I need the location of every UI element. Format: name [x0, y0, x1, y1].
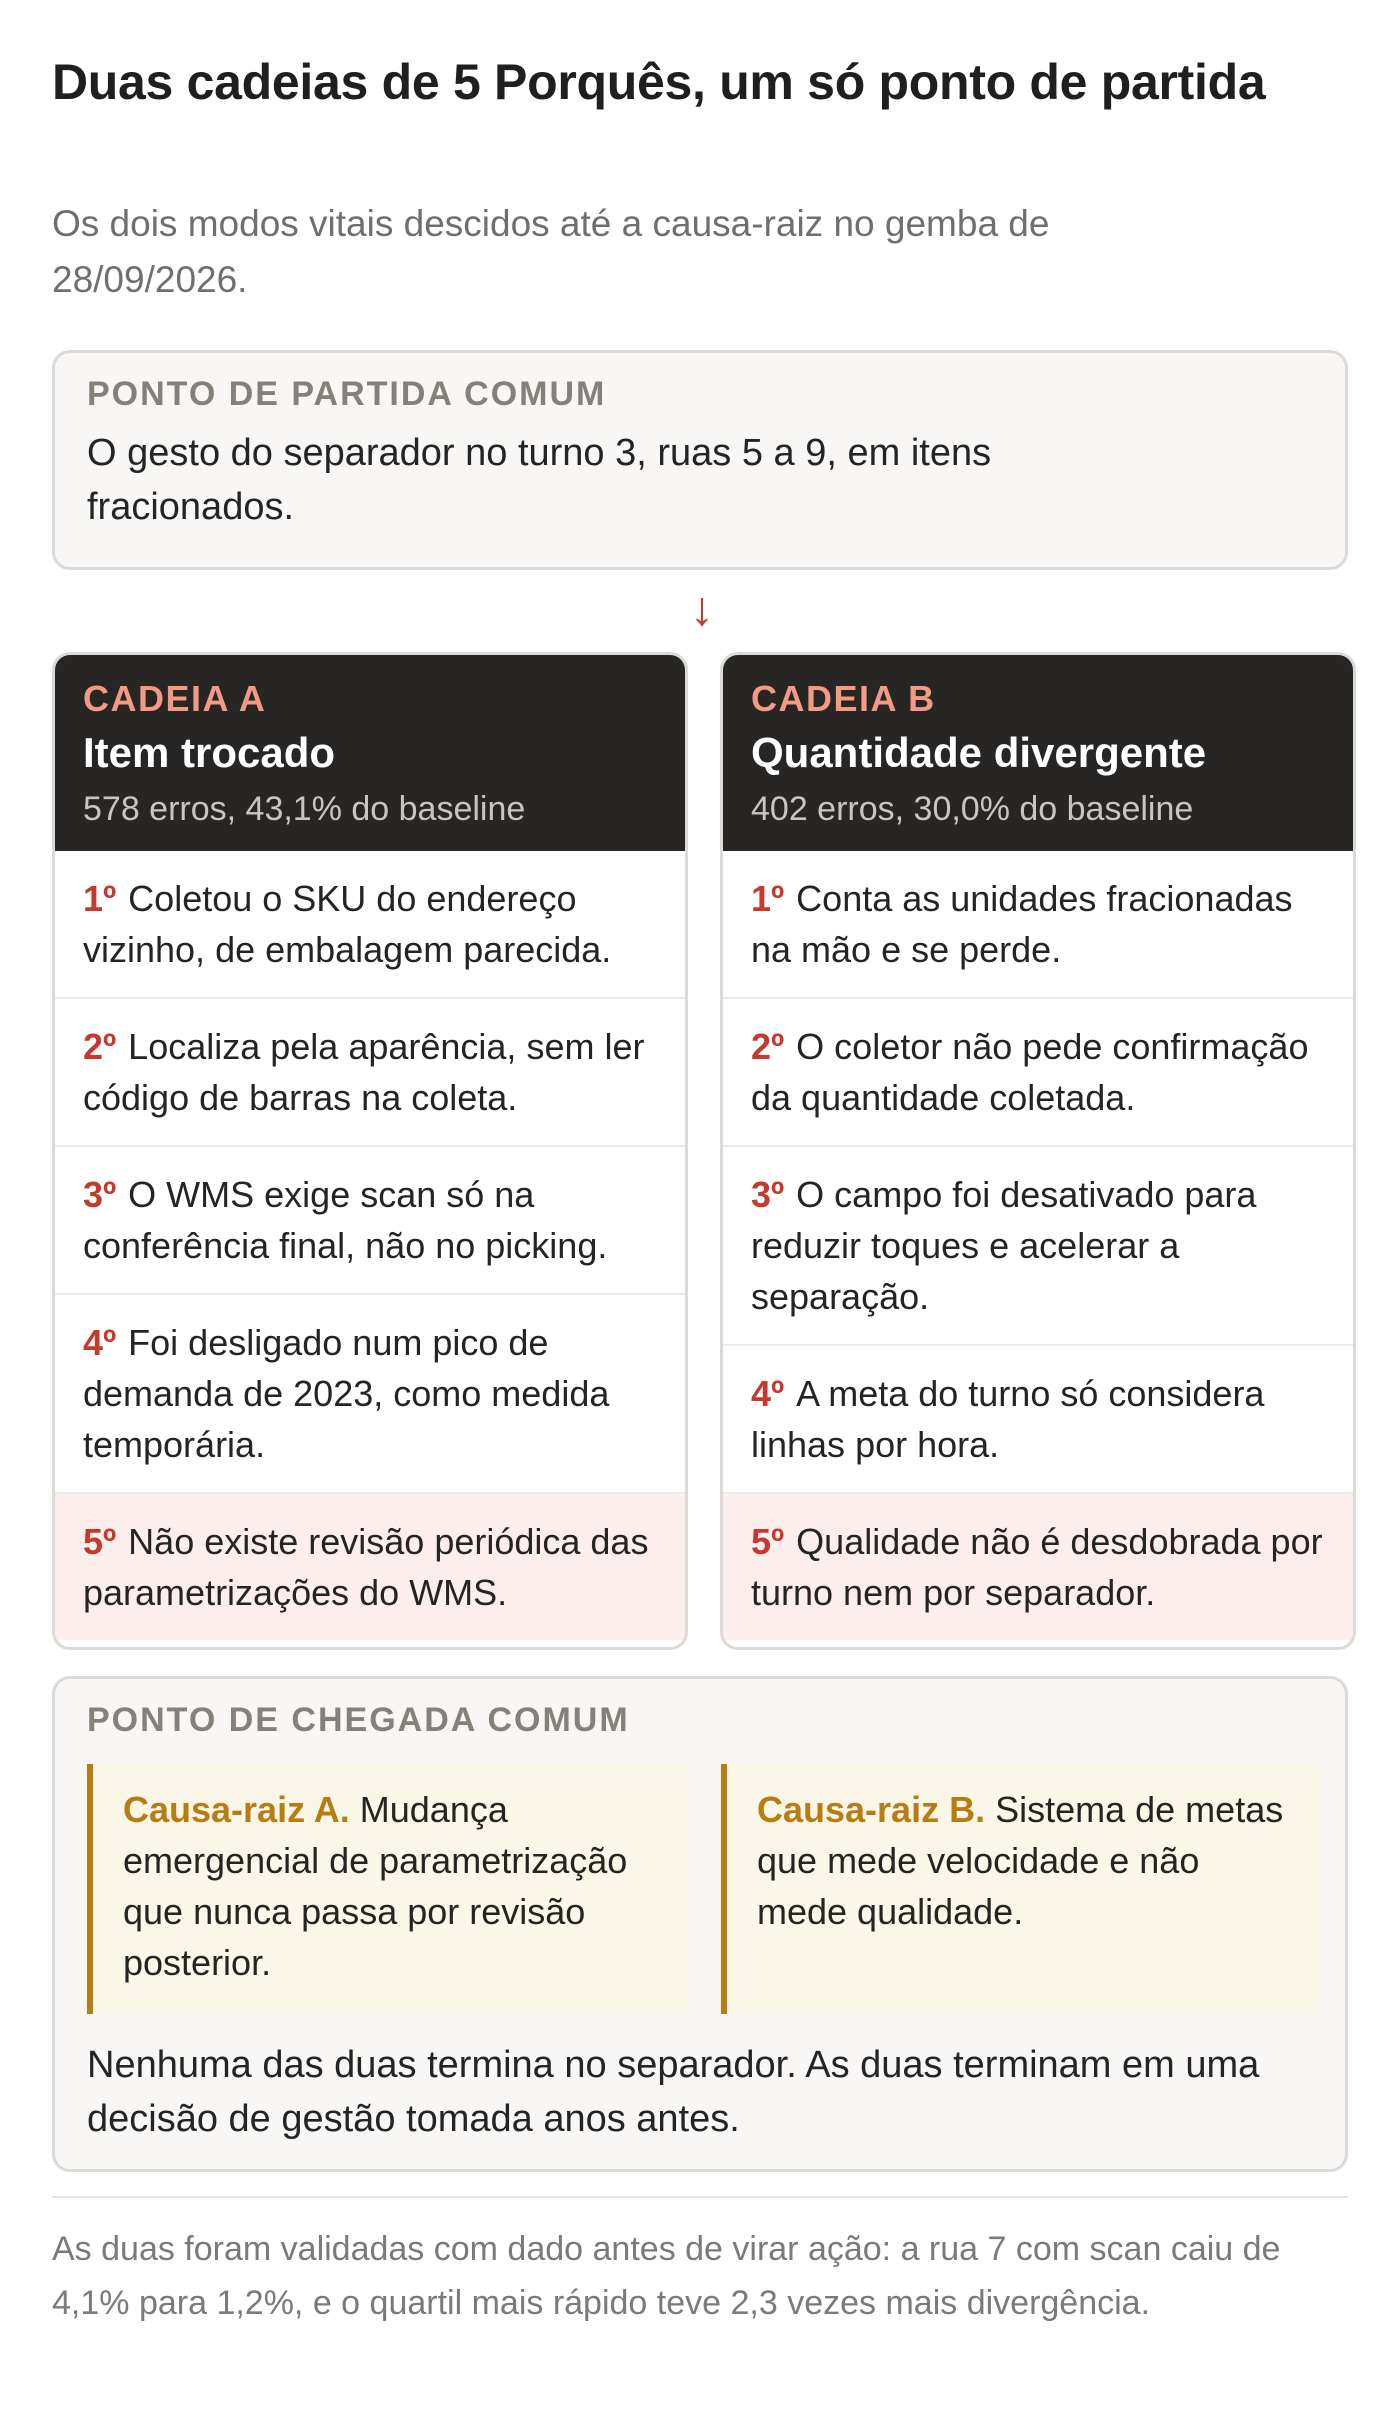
step-number: 4º	[751, 1373, 785, 1414]
chain-a-card	[52, 652, 688, 1650]
chain-b-card	[720, 652, 1356, 1650]
why-step-5	[55, 1494, 685, 1640]
step-text: Conta as unidades fracionadas na mão e se perde.	[751, 878, 1293, 970]
step-text: O campo foi desativado para reduzir toques e acelerar a separação.	[751, 1174, 1257, 1317]
end-point-box	[52, 1676, 1348, 2172]
why-step-5	[723, 1494, 1353, 1640]
start-point-box	[52, 350, 1348, 570]
footnote: As duas foram validadas com dado antes de virar ação: a rua 7 com scan caiu de 4,1% para 1,2%, e o quartil mais rápido teve 2,3 vezes mais divergência.	[52, 2230, 1281, 2322]
step-number: 4º	[83, 1322, 117, 1363]
why-step-2	[723, 999, 1353, 1147]
why-step-1	[723, 851, 1353, 999]
step-number: 2º	[751, 1026, 785, 1067]
step-text: Coletou o SKU do endereço vizinho, de embalagem parecida.	[83, 878, 612, 970]
root-cause-text: Mudança emergencial de parametrização que nunca passa por revisão posterior.	[123, 1789, 628, 1983]
chain-title: Quantidade divergente	[751, 729, 1207, 776]
end-point-label: PONTO DE CHEGADA COMUM	[87, 1701, 630, 1739]
chain-title: Item trocado	[83, 729, 336, 776]
step-text: Foi desligado num pico de demanda de 2023, como medida temporária.	[83, 1322, 610, 1465]
step-text: Localiza pela aparência, sem ler código de barras na coleta.	[83, 1026, 645, 1118]
step-text: Qualidade não é desdobrada por turno nem por separador.	[751, 1521, 1323, 1613]
step-number: 1º	[751, 878, 785, 919]
chain-header	[723, 655, 1353, 851]
root-cause-b	[721, 1764, 1321, 2014]
chain-tag: CADEIA A	[83, 678, 267, 719]
why-step-1	[55, 851, 685, 999]
start-point-label: PONTO DE PARTIDA COMUM	[87, 375, 607, 413]
root-cause-a	[87, 1764, 687, 2014]
step-text: Não existe revisão periódica das parametrizações do WMS.	[83, 1521, 649, 1613]
step-number: 5º	[83, 1521, 117, 1562]
root-cause-text: Sistema de metas que mede velocidade e não mede qualidade.	[757, 1789, 1284, 1932]
root-causes	[87, 1764, 1313, 2014]
root-cause-label: Causa-raiz A.	[123, 1789, 350, 1830]
start-point-text: O gesto do separador no turno 3, ruas 5 a 9, em itens fracionados.	[87, 432, 992, 528]
why-step-4	[55, 1295, 685, 1494]
page-subtitle: Os dois modos vitais descidos até a causa-raiz no gemba de 28/09/2026.	[52, 203, 1050, 300]
why-step-2	[55, 999, 685, 1147]
divider	[52, 2196, 1348, 2198]
step-number: 3º	[751, 1174, 785, 1215]
down-arrow-icon: ↓	[690, 583, 714, 636]
step-number: 1º	[83, 878, 117, 919]
chain-tag: CADEIA B	[751, 678, 936, 719]
conclusion-text: Nenhuma das duas termina no separador. As duas terminam em uma decisão de gestão tomada anos antes.	[87, 2044, 1260, 2140]
step-text: O coletor não pede confirmação da quantidade coletada.	[751, 1026, 1309, 1118]
step-number: 3º	[83, 1174, 117, 1215]
step-text: O WMS exige scan só na conferência final, não no picking.	[83, 1174, 608, 1266]
why-step-3	[723, 1147, 1353, 1346]
page-title: Duas cadeias de 5 Porquês, um só ponto de partida	[52, 54, 1266, 110]
root-cause-label: Causa-raiz B.	[757, 1789, 986, 1830]
step-number: 2º	[83, 1026, 117, 1067]
why-step-3	[55, 1147, 685, 1295]
chain-error-count: 402 erros, 30,0% do baseline	[751, 790, 1194, 828]
chain-header	[55, 655, 685, 851]
step-text: A meta do turno só considera linhas por hora.	[751, 1373, 1265, 1465]
why-step-4	[723, 1346, 1353, 1494]
chain-error-count: 578 erros, 43,1% do baseline	[83, 790, 526, 828]
step-number: 5º	[751, 1521, 785, 1562]
